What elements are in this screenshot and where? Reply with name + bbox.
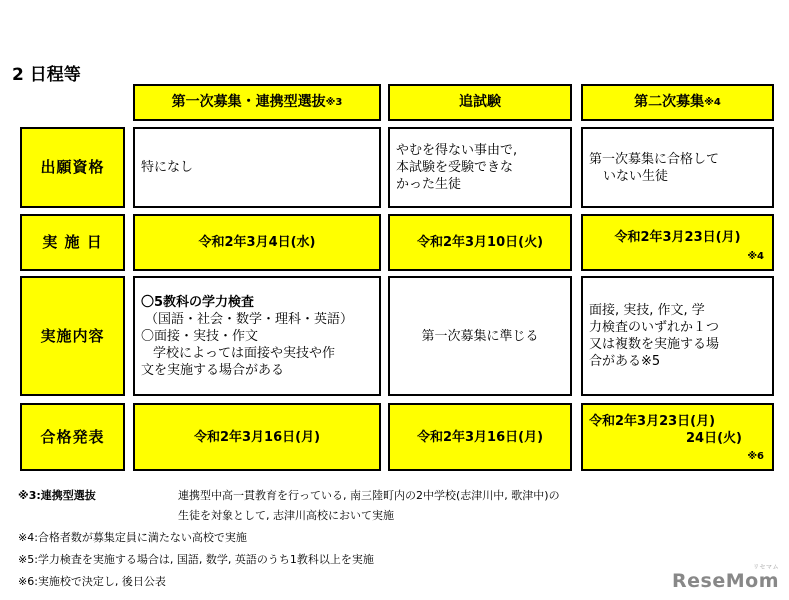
content-second-line: 力検査のいずれか１つ [589,320,720,335]
content-first-line: 文を実施する場合がある [141,362,285,378]
logo-text: ReseMom [672,570,779,592]
content-makeup: 第一次募集に準じる [388,276,572,396]
result-makeup: 令和2年3月16日(月) [388,403,572,471]
column-header-first [133,84,381,121]
resemom-logo [672,564,779,592]
content-first-line: 〇5教科の学力検査 [141,294,255,310]
row-label-content: 実施内容 [20,276,125,396]
result-first: 令和2年3月16日(月) [133,403,381,471]
result-second-line1: 令和2年3月23日(月) [589,414,716,429]
column-header-second-mark: ※4 [704,97,721,108]
content-first [133,276,381,396]
row-label-eligibility: 出願資格 [20,127,125,208]
footnote-4: ※4:合格者数が募集定員に満たない高校で実施 [18,531,247,544]
date-first: 令和2年3月4日(水) [133,214,381,271]
column-header-first-mark: ※3 [325,97,343,108]
footnote-3-label: ※3:連携型選抜 [18,489,96,502]
logo-subtext: リセマム [753,564,779,571]
footnote-6: ※6:実施校で決定し, 後日公表 [18,575,166,588]
footnote-3-line2: 生徒を対象として, 志津川高校において実施 [178,509,394,522]
footnote-5: ※5:学力検査を実施する場合は, 国語, 数学, 英語のうち1教科以上を実施 [18,553,374,566]
column-header-second-label: 第二次募集 [634,94,705,110]
eligibility-first: 特になし [133,127,381,208]
date-second-note: ※4 [747,251,764,262]
row-label-result: 合格発表 [20,403,125,471]
content-second-line: 又は複数を実施する場 [589,337,720,352]
date-makeup: 令和2年3月10日(火) [388,214,572,271]
row-label-date: 実 施 日 [20,214,125,271]
eligibility-makeup-line: かった生徒 [396,177,462,192]
date-second-value: 令和2年3月23日(月) [614,230,741,245]
content-first-line: 〇面接・実技・作文 [141,328,259,344]
eligibility-makeup-line: 本試験を受験できな [396,160,514,175]
column-header-first-label: 第一次募集・連携型選抜 [171,94,326,110]
eligibility-second-line: 第一次募集に合格して [589,151,720,167]
eligibility-second [581,127,774,208]
result-second-note: ※6 [747,451,764,462]
content-second-line: 合がある※5 [589,354,661,369]
footnote-3-line1: 連携型中高一貫教育を行っている, 南三陸町内の2中学校(志津川中, 歌津中)の [178,489,560,502]
date-second [581,214,774,271]
content-first-line: 学校によっては面接や実技や作 [153,345,336,361]
result-second-line2: 24日(火) [686,431,742,446]
content-second [581,276,774,396]
eligibility-second-line: いない生徒 [603,168,669,184]
eligibility-makeup [388,127,572,208]
column-header-makeup-label: 追試験 [459,94,501,110]
section-title: 2 日程等 [12,65,81,85]
result-second [581,403,774,471]
column-header-second [581,84,774,121]
content-second-line: 面接, 実技, 作文, 学 [589,303,705,318]
content-first-line: （国語・社会・数学・理科・英語） [145,311,354,327]
column-header-makeup [388,84,572,121]
eligibility-makeup-line: やむを得ない事由で, [396,143,518,158]
